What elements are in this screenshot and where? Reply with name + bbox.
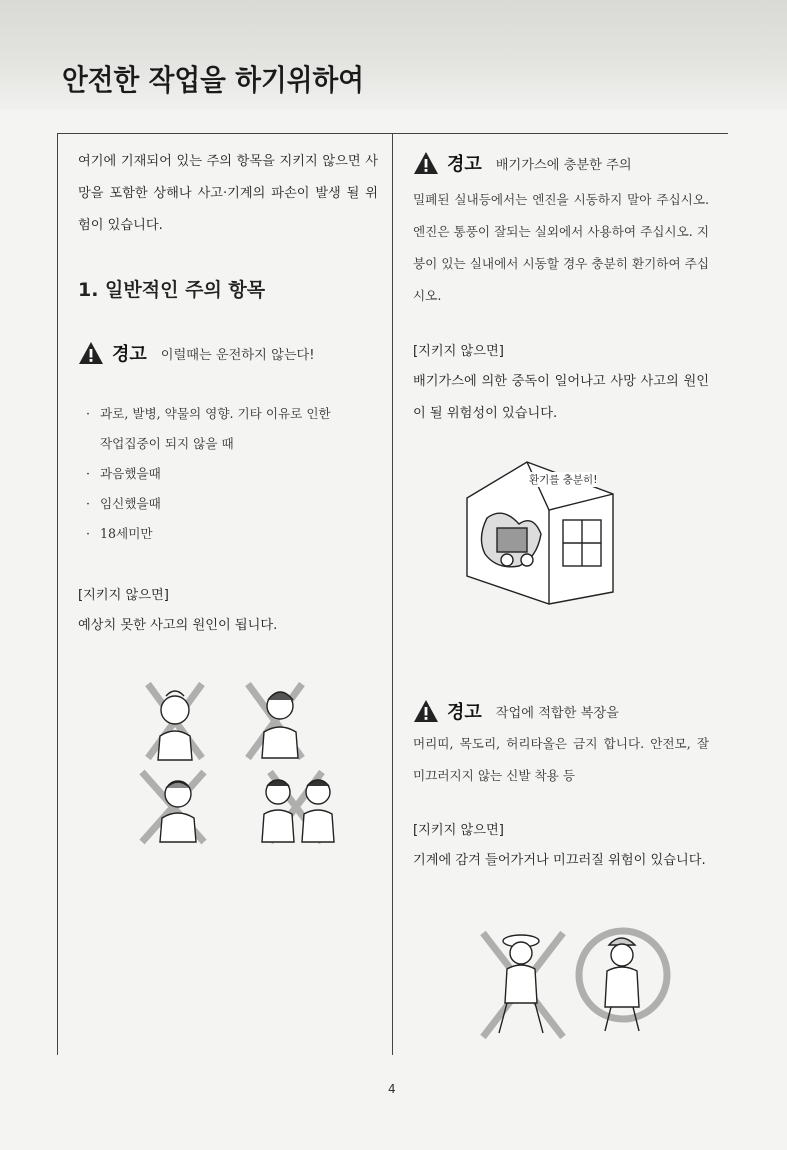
- exhaust-paragraph: 밀폐된 실내등에서는 엔진을 시동하지 말아 주십시오. 엔진은 통풍이 잘되는 실외에서 사용하여 주십시오. 지붕이 있는 실내에서 시동할 경우 충분히 환기하여 주십시오.: [413, 192, 709, 303]
- list-item: · 18세미만: [86, 526, 153, 541]
- top-rule: [58, 133, 728, 134]
- page-number: 4: [388, 1082, 396, 1096]
- list-item-text: 18세미만: [100, 526, 153, 541]
- list-item-text: 임신했을때: [100, 496, 161, 511]
- consequence-text: 기계에 감겨 들어가거나 미끄러질 위험이 있습니다.: [413, 853, 706, 868]
- prohibited-conditions-illustration: [130, 676, 380, 846]
- clothing-paragraph: 머리띠, 목도리, 허리타올은 금지 합니다. 안전모, 잘 미끄러지지 않는 신발 착용 등: [413, 736, 709, 783]
- ventilation-caption: 환기를 충분히!: [529, 474, 598, 486]
- section-heading: 1. 일반적인 주의 항목: [78, 279, 266, 301]
- page-title: 안전한 작업을 하기위하여: [62, 63, 365, 97]
- warning-triangle-icon: [413, 151, 439, 175]
- warning-desc: 작업에 적합한 복장을: [495, 705, 619, 721]
- intro-paragraph: 여기에 기재되어 있는 주의 항목을 지키지 않으면 사망을 포함한 상해나 사고·기계의 파손이 발생 될 위험이 있습니다.: [78, 154, 378, 233]
- warning-triangle-icon: [78, 341, 104, 365]
- caution-list: [86, 399, 378, 549]
- warning-desc: 이럴때는 운전하지 않는다!: [160, 347, 315, 363]
- list-item: · 과로, 발병, 약물의 영향. 기타 이유로 인한 작업집중이 되지 않을 때: [86, 399, 378, 459]
- left-rule: [57, 133, 58, 1055]
- warning-word: 경고: [447, 702, 482, 723]
- list-item: · 과음했을때: [86, 466, 161, 481]
- ventilation-illustration: [463, 458, 623, 606]
- warning-desc: 배기가스에 충분한 주의: [495, 157, 632, 173]
- proper-attire-illustration: [473, 925, 673, 1045]
- warning-clothing: [413, 698, 619, 724]
- list-item-continuation: 작업집중이 되지 않을 때: [100, 436, 234, 451]
- warning-triangle-icon: [413, 699, 439, 723]
- list-item: · 임신했을때: [86, 496, 161, 511]
- consequence-text: 배기가스에 의한 중독이 일어나고 사망 사고의 원인이 될 위험성이 있습니다.: [413, 374, 709, 421]
- warning-exhaust: [413, 150, 632, 176]
- consequence-label: [지키지 않으면]: [413, 823, 504, 838]
- warning-general: [78, 340, 315, 366]
- list-item-text: 과음했을때: [100, 466, 161, 481]
- consequence-text: 예상치 못한 사고의 원인이 됩니다.: [78, 618, 278, 633]
- warning-word: 경고: [447, 154, 482, 175]
- column-divider: [392, 133, 393, 1055]
- list-item-text: 과로, 발병, 약물의 영향. 기타 이유로 인한: [100, 406, 331, 421]
- consequence-label: [지키지 않으면]: [78, 588, 169, 603]
- consequence-label: [지키지 않으면]: [413, 344, 504, 359]
- warning-word: 경고: [112, 344, 147, 365]
